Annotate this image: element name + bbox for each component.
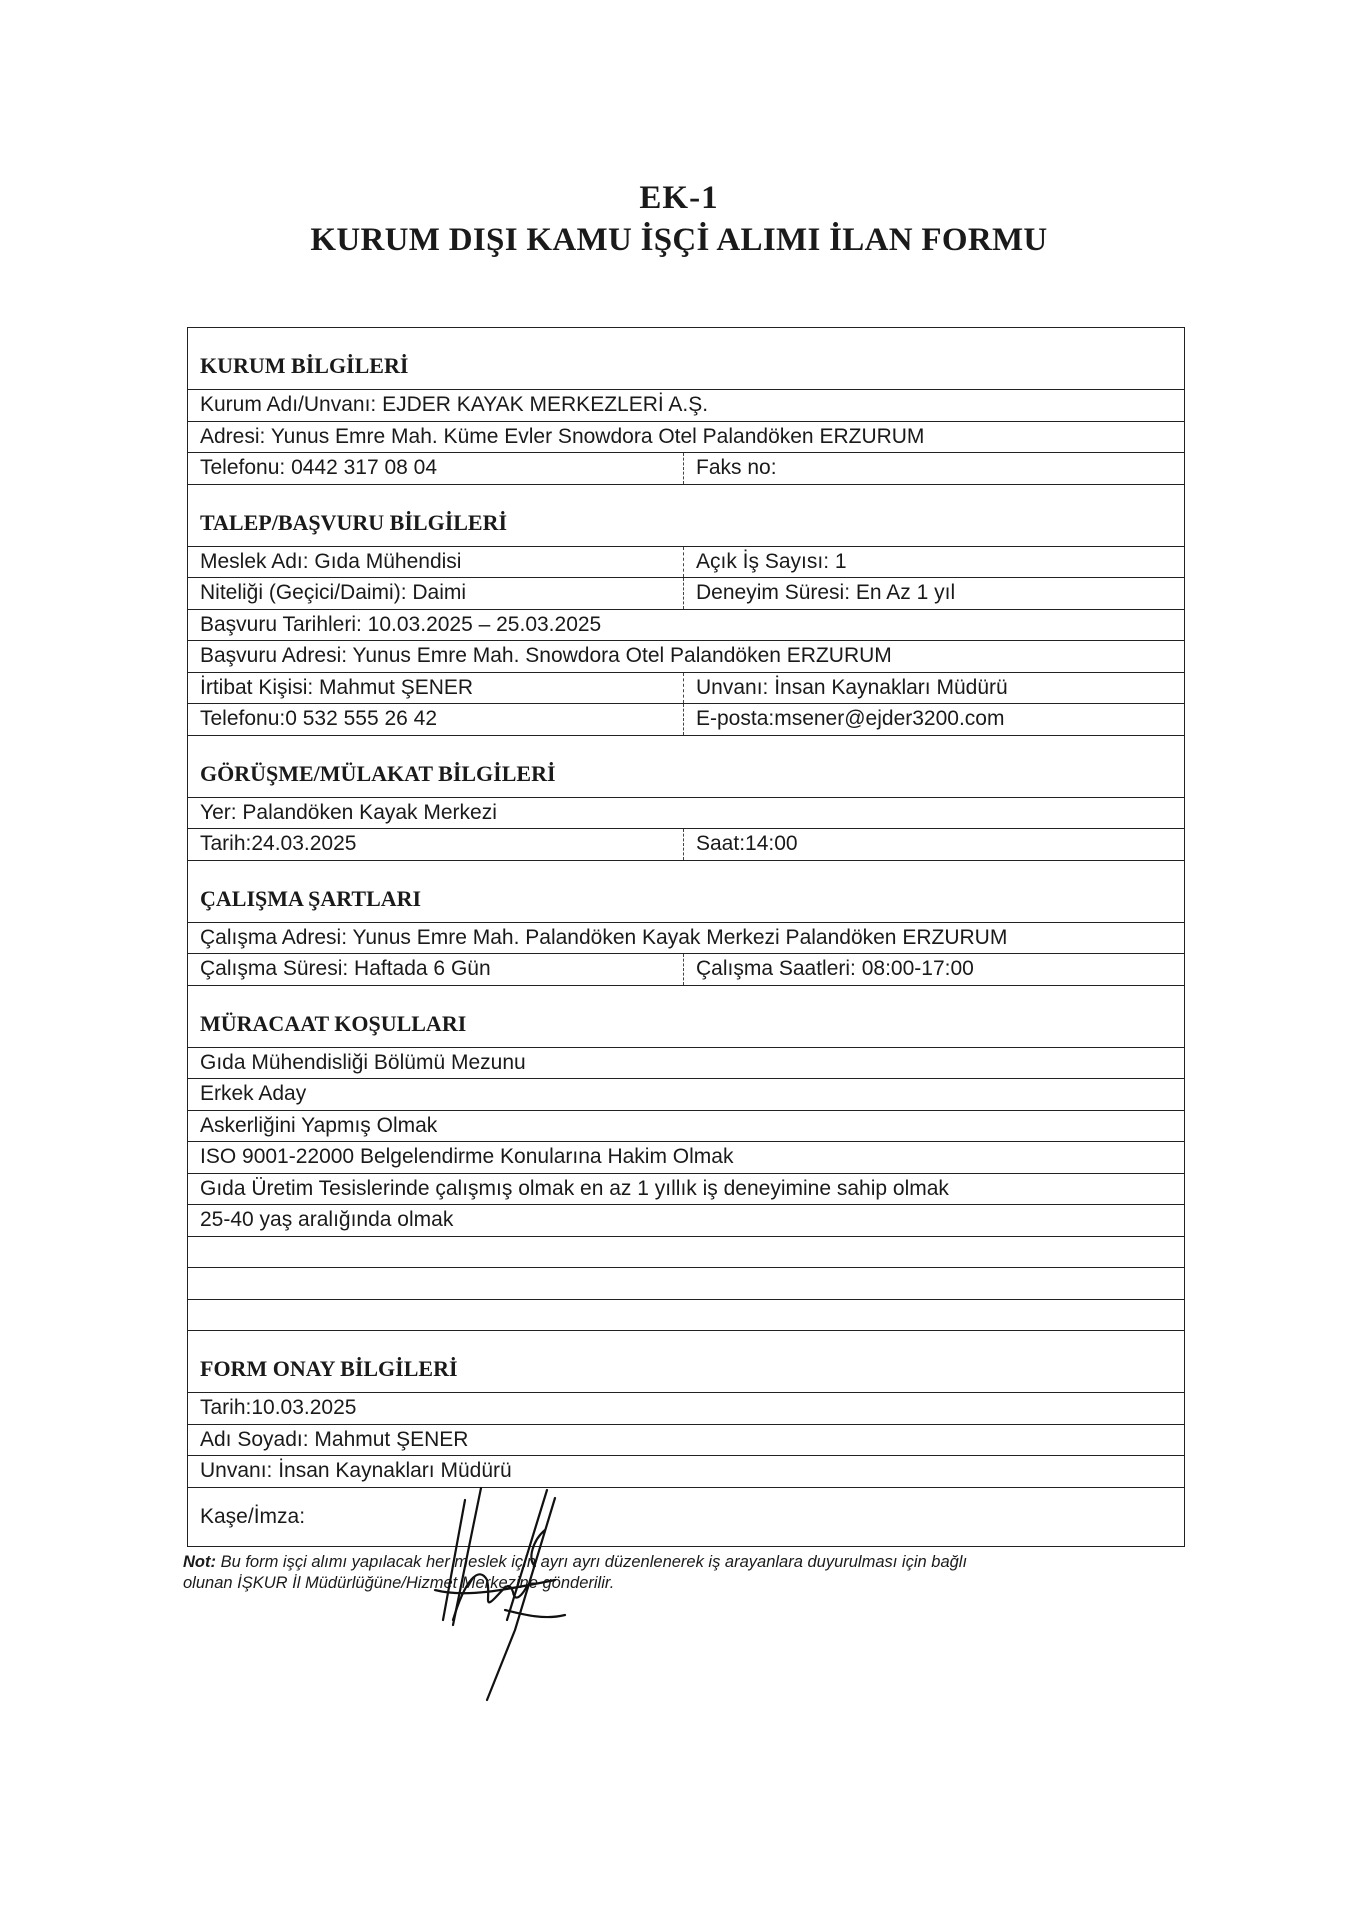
contact-title: Unvanı: İnsan Kaynakları Müdürü — [696, 675, 1008, 699]
institution-address: Adresi: Yunus Emre Mah. Küme Evler Snowdora Otel Palandöken ERZURUM — [200, 424, 925, 448]
institution-contact-row — [188, 453, 1184, 485]
contact-phone: Telefonu:0 532 555 26 42 — [188, 704, 684, 735]
requirement-item: ISO 9001-22000 Belgelendirme Konularına Hakim Olmak — [200, 1145, 734, 1168]
institution-address-row — [188, 422, 1184, 454]
requirement-row — [188, 1079, 1184, 1111]
requirement-item: Erkek Aday — [200, 1082, 307, 1105]
interview-date: Tarih:24.03.2025 — [188, 829, 684, 860]
form-title: KURUM DIŞI KAMU İŞÇİ ALIMI İLAN FORMU — [310, 222, 1048, 258]
institution-name-row — [188, 390, 1184, 422]
requirement-row — [188, 1111, 1184, 1143]
section-institution-info: KURUM BİLGİLERİ — [188, 328, 1184, 390]
experience-required: Deneyim Süresi: En Az 1 yıl — [696, 581, 956, 604]
application-dates: Başvuru Tarihleri: 10.03.2025 – 25.03.2025 — [200, 612, 602, 636]
note-line-2: olunan İŞKUR İl Müdürlüğüne/Hizmet Merkezine gönderilir. — [183, 1574, 615, 1592]
application-address: Başvuru Adresi: Yunus Emre Mah. Snowdora Otel Palandöken ERZURUM — [200, 644, 892, 667]
work-hours: Çalışma Saatleri: 08:00-17:00 — [696, 957, 974, 980]
application-address-row — [188, 641, 1184, 673]
section-working-conditions: ÇALIŞMA ŞARTLARI — [188, 861, 1184, 923]
stamp-signature-label: Kaşe/İmza: — [200, 1504, 306, 1528]
requirement-row — [188, 1048, 1184, 1080]
requirement-item: Gıda Mühendisliği Bölümü Mezunu — [200, 1050, 526, 1074]
approver-title-row — [188, 1456, 1184, 1488]
interview-location: Yer: Palandöken Kayak Merkezi — [200, 800, 497, 824]
work-duration: Çalışma Süresi: Haftada 6 Gün — [188, 954, 684, 985]
institution-name: Kurum Adı/Unvanı: EJDER KAYAK MERKEZLERİ A.Ş. — [200, 393, 709, 416]
approval-date: Tarih:10.03.2025 — [200, 1396, 357, 1419]
form-note — [183, 1552, 1193, 1594]
section-application-requirements: MÜRACAAT KOŞULLARI — [188, 986, 1184, 1048]
interview-time: Saat:14:00 — [696, 832, 798, 855]
requirement-item: Gıda Üretim Tesislerinde çalışmış olmak en az 1 yıllık iş deneyimine sahip olmak — [200, 1176, 949, 1200]
note-label: Not: — [183, 1553, 216, 1571]
note-line-1: Bu form işçi alımı yapılacak her meslek için ayrı ayrı düzenlenerek iş arayanlara duyurulması için bağlı — [215, 1553, 968, 1571]
occupation-name: Meslek Adı: Gıda Mühendisi — [188, 547, 684, 578]
contact-phone-row — [188, 704, 1184, 736]
contact-person: İrtibat Kişisi: Mahmut ŞENER — [188, 673, 684, 704]
contact-person-row — [188, 673, 1184, 705]
annex-code: EK-1 — [639, 180, 719, 216]
requirement-row — [188, 1205, 1184, 1237]
work-address: Çalışma Adresi: Yunus Emre Mah. Palandöken Kayak Merkezi Palandöken ERZURUM — [200, 925, 1008, 949]
job-type-row — [188, 578, 1184, 610]
approver-title: Unvanı: İnsan Kaynakları Müdürü — [200, 1459, 512, 1482]
section-form-approval: FORM ONAY BİLGİLERİ — [188, 1331, 1184, 1393]
open-positions: Açık İş Sayısı: 1 — [696, 549, 847, 573]
requirement-row — [188, 1142, 1184, 1174]
section-interview-info: GÖRÜŞME/MÜLAKAT BİLGİLERİ — [188, 736, 1184, 798]
interview-location-row — [188, 798, 1184, 830]
requirement-item: Askerliğini Yapmış Olmak — [200, 1113, 438, 1137]
empty-requirement-row — [188, 1237, 1184, 1269]
application-dates-row — [188, 610, 1184, 642]
institution-phone: Telefonu: 0442 317 08 04 — [188, 453, 684, 484]
approval-date-row — [188, 1393, 1184, 1425]
contact-email: E-posta:msener@ejder3200.com — [696, 707, 1005, 730]
handwritten-signature — [395, 1470, 635, 1740]
approver-name: Adı Soyadı: Mahmut ŞENER — [200, 1427, 469, 1451]
requirement-item: 25-40 yaş aralığında olmak — [200, 1208, 454, 1231]
institution-fax: Faks no: — [696, 456, 777, 479]
stamp-signature-row — [188, 1488, 1184, 1546]
empty-requirement-row — [188, 1300, 1184, 1332]
work-address-row — [188, 923, 1184, 955]
section-application-info: TALEP/BAŞVURU BİLGİLERİ — [188, 485, 1184, 547]
requirement-row — [188, 1174, 1184, 1206]
empty-requirement-row — [188, 1268, 1184, 1300]
occupation-row — [188, 547, 1184, 579]
work-schedule-row — [188, 954, 1184, 986]
job-type: Niteliği (Geçici/Daimi): Daimi — [188, 578, 684, 609]
approver-name-row — [188, 1425, 1184, 1457]
job-posting-form — [187, 327, 1185, 1547]
interview-datetime-row — [188, 829, 1184, 861]
